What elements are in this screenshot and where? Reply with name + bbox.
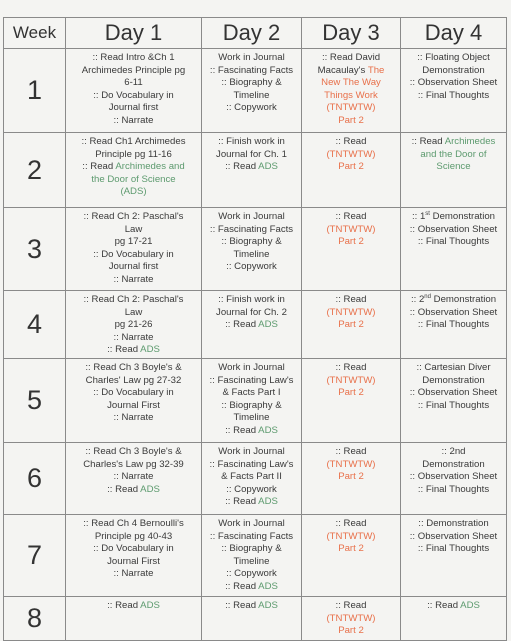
task-line: Demonstration bbox=[422, 64, 485, 76]
task-line: :: Biography & bbox=[221, 399, 282, 411]
task-line: :: Copywork bbox=[226, 102, 277, 113]
task-line: :: Read bbox=[335, 446, 367, 457]
week-1-day-3 bbox=[302, 49, 401, 133]
task-line: :: Observation Sheet bbox=[409, 530, 498, 542]
book-title: Things Work bbox=[324, 89, 378, 101]
book-part: Part 2 bbox=[338, 114, 364, 126]
task-line: Journal first bbox=[108, 261, 159, 272]
task-text: :: 2 bbox=[410, 294, 425, 305]
book-abbrev: ADS bbox=[140, 344, 160, 355]
book-title: The bbox=[367, 64, 385, 76]
task-line: :: 2nd bbox=[441, 446, 466, 457]
week-6-day-1 bbox=[66, 443, 202, 515]
book-title: New The Way bbox=[321, 77, 381, 88]
task-line: Archimedes Principle pg bbox=[81, 64, 186, 76]
week-1-day-1 bbox=[66, 49, 202, 133]
task-line: :: Do Vocabulary in bbox=[93, 248, 174, 260]
task-line: :: Cartesian Diver bbox=[416, 362, 491, 373]
week-row-2 bbox=[4, 133, 507, 208]
task-line: :: Read bbox=[335, 518, 367, 529]
week-5-day-2 bbox=[202, 359, 302, 443]
task-line: Timeline bbox=[233, 412, 270, 423]
task-line: :: Do Vocabulary in bbox=[93, 387, 174, 398]
book-abbrev: ADS bbox=[258, 580, 278, 592]
week-number: 4 bbox=[4, 291, 66, 359]
task-line: :: Fascinating Facts bbox=[209, 530, 294, 542]
task-line: :: Final Thoughts bbox=[417, 399, 490, 411]
week-3-day-2 bbox=[202, 208, 302, 291]
task-text: Demonstration bbox=[429, 211, 496, 222]
task-line: Charles' Law pg 27-32 bbox=[85, 374, 182, 386]
week-3-day-3 bbox=[302, 208, 401, 291]
task-line: :: Finish work in bbox=[218, 136, 285, 147]
task-line: :: Narrate bbox=[113, 471, 154, 482]
week-number: 1 bbox=[4, 49, 66, 133]
task-line: :: Fascinating Law's bbox=[209, 374, 294, 386]
book-abbrev: ADS bbox=[140, 600, 160, 611]
task-text: :: Read bbox=[411, 136, 443, 147]
book-abbrev: ADS bbox=[258, 424, 278, 436]
task-line: :: Final Thoughts bbox=[417, 483, 490, 495]
book-abbrev: ADS bbox=[258, 319, 278, 330]
week-row-1 bbox=[4, 49, 507, 133]
task-line: :: Observation Sheet bbox=[409, 223, 498, 235]
task-text: :: 1 bbox=[411, 211, 426, 222]
task-line: :: Read Ch 3 Boyle's & bbox=[85, 446, 182, 457]
book-abbrev: ADS bbox=[258, 496, 278, 507]
task-line: :: Copywork bbox=[226, 483, 277, 495]
week-1-day-4 bbox=[401, 49, 507, 133]
week-6-day-4 bbox=[401, 443, 507, 515]
task-line: :: Read bbox=[335, 211, 367, 222]
week-row-4 bbox=[4, 291, 507, 359]
task-line: & Facts Part II bbox=[221, 471, 282, 482]
task-line: Principle pg 40-43 bbox=[94, 530, 173, 542]
task-line: :: Narrate bbox=[113, 273, 154, 285]
week-row-3 bbox=[4, 208, 507, 291]
task-line: :: Read Ch 2: Paschal's bbox=[83, 211, 184, 222]
task-line: :: Narrate bbox=[113, 412, 154, 423]
book-abbrev: ADS bbox=[140, 483, 160, 495]
week-7-day-2 bbox=[202, 515, 302, 597]
book-abbrev: (TNTWTW) bbox=[326, 374, 376, 386]
week-3-day-4 bbox=[401, 208, 507, 291]
book-part: Part 2 bbox=[338, 161, 364, 172]
book-abbrev: (TNTWTW) bbox=[326, 530, 376, 542]
task-line: Law bbox=[124, 306, 143, 318]
task-line: :: Read Ch 2: Paschal's bbox=[83, 294, 184, 305]
week-4-day-3 bbox=[302, 291, 401, 359]
task-line: :: Read Ch1 Archimedes bbox=[81, 136, 186, 147]
task-line: :: Read bbox=[335, 362, 367, 373]
task-line: :: Read Ch 4 Bernoulli's bbox=[83, 518, 184, 529]
task-text: :: Read bbox=[107, 483, 139, 495]
week-number: 6 bbox=[4, 443, 66, 515]
book-part: Part 2 bbox=[338, 625, 364, 636]
week-5-day-3 bbox=[302, 359, 401, 443]
task-line: :: Read bbox=[335, 600, 367, 611]
task-line: :: Fascinating Facts bbox=[209, 64, 294, 76]
week-2-day-4 bbox=[401, 133, 507, 208]
task-line bbox=[403, 294, 504, 307]
task-line: Work in Journal bbox=[218, 211, 285, 222]
book-title: Archimedes and bbox=[115, 161, 185, 172]
book-part: Part 2 bbox=[338, 319, 364, 330]
book-abbrev: (TNTWTW) bbox=[326, 148, 376, 160]
week-8-day-1 bbox=[66, 597, 202, 641]
book-abbrev: (ADS) bbox=[120, 186, 147, 197]
task-line: :: Read Intro &Ch 1 bbox=[92, 52, 175, 63]
task-line: Charles's Law pg 32-39 bbox=[83, 458, 184, 470]
task-line: :: Narrate bbox=[113, 568, 154, 579]
week-5-day-1 bbox=[66, 359, 202, 443]
task-line: :: Floating Object bbox=[417, 52, 490, 63]
task-line: :: Narrate bbox=[113, 331, 154, 343]
task-line: pg 17-21 bbox=[114, 236, 153, 247]
week-5-day-4 bbox=[401, 359, 507, 443]
book-abbrev: ADS bbox=[258, 161, 278, 172]
book-abbrev: (TNTWTW) bbox=[326, 306, 376, 318]
task-line: :: Final Thoughts bbox=[417, 543, 490, 554]
task-line: :: Fascinating Facts bbox=[209, 223, 294, 235]
task-line: Journal First bbox=[107, 555, 160, 567]
week-6-day-2 bbox=[202, 443, 302, 515]
task-line bbox=[403, 211, 504, 224]
task-text: :: Read bbox=[82, 161, 114, 172]
task-line: :: Observation Sheet bbox=[409, 306, 498, 318]
day-1-header: Day 1 bbox=[66, 18, 202, 49]
task-line: Timeline bbox=[233, 248, 270, 260]
book-title: and the Door of bbox=[420, 148, 487, 160]
week-8-day-3 bbox=[302, 597, 401, 641]
task-text: Macaulay's bbox=[317, 64, 366, 76]
book-part: Part 2 bbox=[338, 543, 364, 554]
book-title: (TNTWTW) bbox=[326, 102, 376, 113]
week-4-day-4 bbox=[401, 291, 507, 359]
task-line: :: Copywork bbox=[226, 568, 277, 579]
task-line: :: Do Vocabulary in bbox=[93, 543, 174, 554]
week-4-day-2 bbox=[202, 291, 302, 359]
week-4-day-1 bbox=[66, 291, 202, 359]
task-text: :: Read bbox=[225, 424, 257, 436]
task-line: :: Biography & bbox=[221, 77, 282, 88]
week-7-day-3 bbox=[302, 515, 401, 597]
task-line: Work in Journal bbox=[218, 518, 285, 529]
book-title: Science bbox=[436, 161, 471, 172]
task-line: :: Final Thoughts bbox=[417, 236, 490, 247]
task-line: :: Fascinating Law's bbox=[209, 458, 294, 470]
task-line: Law bbox=[124, 223, 143, 235]
book-title: the Door of Science bbox=[91, 173, 176, 185]
task-line: Journal first bbox=[108, 102, 159, 113]
week-number: 2 bbox=[4, 133, 66, 208]
task-line: :: Observation Sheet bbox=[409, 77, 498, 88]
task-text: :: Read bbox=[225, 319, 257, 330]
task-line: :: Read Ch 3 Boyle's & bbox=[85, 362, 182, 373]
week-2-day-3 bbox=[302, 133, 401, 208]
task-line: :: Biography & bbox=[221, 236, 282, 247]
task-text: :: Read bbox=[427, 600, 459, 611]
task-line: :: Observation Sheet bbox=[409, 471, 498, 482]
task-line: :: Read bbox=[335, 294, 367, 305]
task-line: :: Do Vocabulary in bbox=[93, 89, 174, 101]
task-line: :: Final Thoughts bbox=[417, 89, 490, 101]
task-line: Work in Journal bbox=[218, 446, 285, 457]
week-row-6 bbox=[4, 443, 507, 515]
task-line: :: Read David bbox=[321, 52, 381, 63]
task-text: :: Read bbox=[107, 344, 139, 355]
week-row-5 bbox=[4, 359, 507, 443]
task-text: :: Read bbox=[225, 580, 257, 592]
task-line: :: Final Thoughts bbox=[417, 319, 490, 330]
week-1-day-2 bbox=[202, 49, 302, 133]
task-line: 6-11 bbox=[124, 77, 143, 88]
week-8-day-4 bbox=[401, 597, 507, 641]
week-2-day-2 bbox=[202, 133, 302, 208]
task-line: Journal First bbox=[107, 399, 160, 411]
task-line: Work in Journal bbox=[218, 52, 285, 63]
task-line: :: Observation Sheet bbox=[409, 387, 498, 398]
header-row bbox=[4, 18, 507, 49]
task-line: Journal for Ch. 1 bbox=[216, 148, 287, 160]
task-line: Work in Journal bbox=[218, 362, 285, 373]
task-text: :: Read bbox=[225, 496, 257, 507]
task-line: :: Biography & bbox=[221, 543, 282, 554]
book-abbrev: ADS bbox=[460, 600, 480, 611]
week-number: 8 bbox=[4, 597, 66, 641]
task-line: :: Copywork bbox=[226, 261, 277, 272]
week-7-day-1 bbox=[66, 515, 202, 597]
book-part: Part 2 bbox=[338, 387, 364, 398]
week-row-8 bbox=[4, 597, 507, 641]
book-part: Part 2 bbox=[338, 471, 364, 482]
book-abbrev: (TNTWTW) bbox=[326, 458, 376, 470]
task-line: :: Narrate bbox=[113, 114, 154, 126]
week-number: 5 bbox=[4, 359, 66, 443]
book-abbrev: (TNTWTW) bbox=[326, 612, 376, 624]
task-line: Timeline bbox=[233, 89, 270, 101]
task-text: :: Read bbox=[225, 600, 257, 611]
book-abbrev: ADS bbox=[258, 600, 278, 611]
ordinal-suffix: nd bbox=[424, 293, 431, 300]
week-number: 7 bbox=[4, 515, 66, 597]
task-text: :: Read bbox=[225, 161, 257, 172]
week-8-day-2 bbox=[202, 597, 302, 641]
week-3-day-1 bbox=[66, 208, 202, 291]
task-line: Timeline bbox=[233, 555, 270, 567]
book-part: Part 2 bbox=[338, 236, 364, 247]
day-3-header: Day 3 bbox=[302, 18, 401, 49]
book-abbrev: (TNTWTW) bbox=[326, 223, 376, 235]
ordinal-suffix: st bbox=[425, 210, 430, 217]
week-column-header: Week bbox=[4, 18, 66, 49]
task-line: pg 21-26 bbox=[114, 319, 153, 330]
week-7-day-4 bbox=[401, 515, 507, 597]
task-line: :: Demonstration bbox=[418, 518, 489, 529]
week-row-7 bbox=[4, 515, 507, 597]
weekly-schedule-table bbox=[3, 17, 507, 641]
task-text: Demonstration bbox=[430, 294, 497, 305]
task-line: & Facts Part I bbox=[222, 387, 281, 398]
task-line: Principle pg 11-16 bbox=[95, 148, 172, 160]
task-line: Journal for Ch. 2 bbox=[216, 306, 287, 318]
task-line: Demonstration bbox=[422, 374, 485, 386]
week-2-day-1 bbox=[66, 133, 202, 208]
task-text: :: Read bbox=[107, 600, 139, 611]
day-2-header: Day 2 bbox=[202, 18, 302, 49]
week-number: 3 bbox=[4, 208, 66, 291]
task-line: :: Read bbox=[335, 136, 367, 147]
task-line: :: Finish work in bbox=[218, 294, 285, 305]
task-line: Demonstration bbox=[422, 458, 485, 470]
book-title: Archimedes bbox=[444, 136, 496, 147]
week-6-day-3 bbox=[302, 443, 401, 515]
day-4-header: Day 4 bbox=[401, 18, 507, 49]
